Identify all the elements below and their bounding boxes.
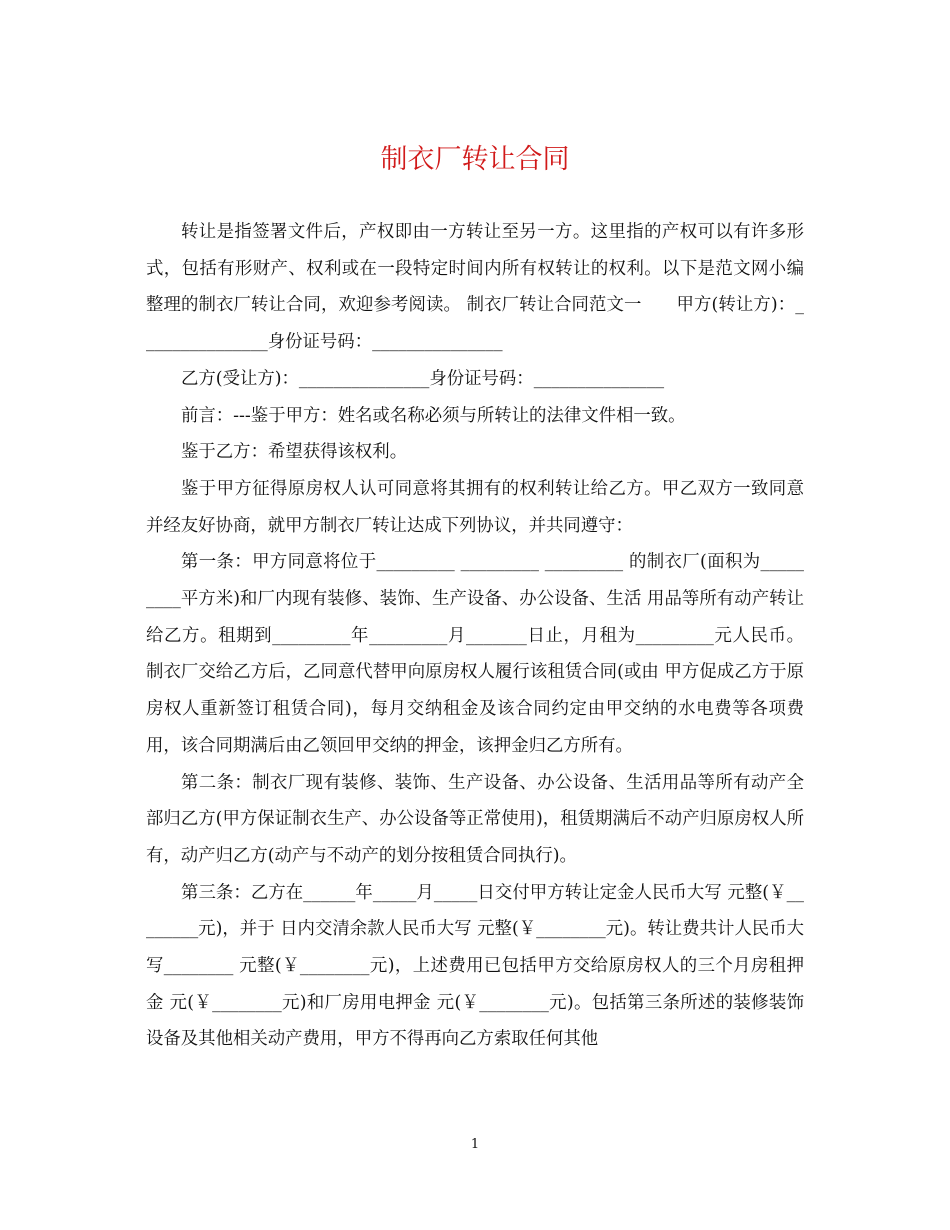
paragraph-preface: 前言：---鉴于甲方：姓名或名称必须与所转让的法律文件相一致。 (181, 405, 686, 426)
paragraph-whereas-b: 鉴于乙方：希望获得该权利。 (181, 442, 408, 463)
paragraph-article-2: 第二条：制衣厂现有装修、装饰、生产设备、办公设备、生活用品等所有动产全部归乙方(甲方保证制衣生产、办公设备等正常使用)，租赁期满后不动产归原房权人所有，动产归乙方(动产与不动产的划分按租赁合同执行)。 (146, 772, 804, 866)
document-title: 制衣厂转让合同 (380, 144, 570, 175)
page-number: 1 (470, 1137, 480, 1152)
paragraph-whereas-a: 鉴于甲方征得原房权人认可同意将其拥有的权利转让给乙方。甲乙双方一致同意并经友好协商，就甲方制衣厂转让达成下列协议，并共同遵守： (146, 478, 804, 536)
paragraph-intro: 转让是指签署文件后，产权即由一方转让至另一方。这里指的产权可以有许多形式，包括有形财产、权利或在一段特定时间内所有权转让的权利。以下是范文网小编整理的制衣厂转让合同，欢迎参考阅读。 制衣厂转让合同范文一 甲方(转让方)：_______________身份证号码：_______________ (146, 222, 804, 353)
paragraph-article-1: 第一条：甲方同意将位于_________ _________ _________ 的制衣厂(面积为_________平方米)和厂内现有装修、装饰、生产设备、办公设备、生活 用品等所有动产转让给乙方。租期到_________年_________月_______日止，月租为_________元人民币。制衣厂交给乙方后，乙同意代替甲向原房权人履行该租赁合同(或由 甲方促成乙方于原房权人重新签订租赁合同)，每月交纳租金及该合同约定由甲交纳的水电费等各项费用，该合同期满后由乙领回甲交纳的押金，该押金归乙方所有。 (146, 552, 804, 756)
paragraph-party-b: 乙方(受让方)：_______________身份证号码：_______________ (181, 368, 665, 389)
document-body (146, 214, 804, 1058)
paragraph-article-3: 第三条：乙方在______年_____月_____日交付甲方转让定金人民币大写 元整(￥________元)，并于 日内交清余款人民币大写 元整(￥________元)。转让费共计人民币大写________ 元整(￥________元)，上述费用已包括甲方交给原房权人的三个月房租押金 元(￥________元)和厂房用电押金 元(￥________元)。包括第三条所述的装修装饰设备及其他相关动产费用，甲方不得再向乙方索取任何其他 (146, 882, 804, 1050)
